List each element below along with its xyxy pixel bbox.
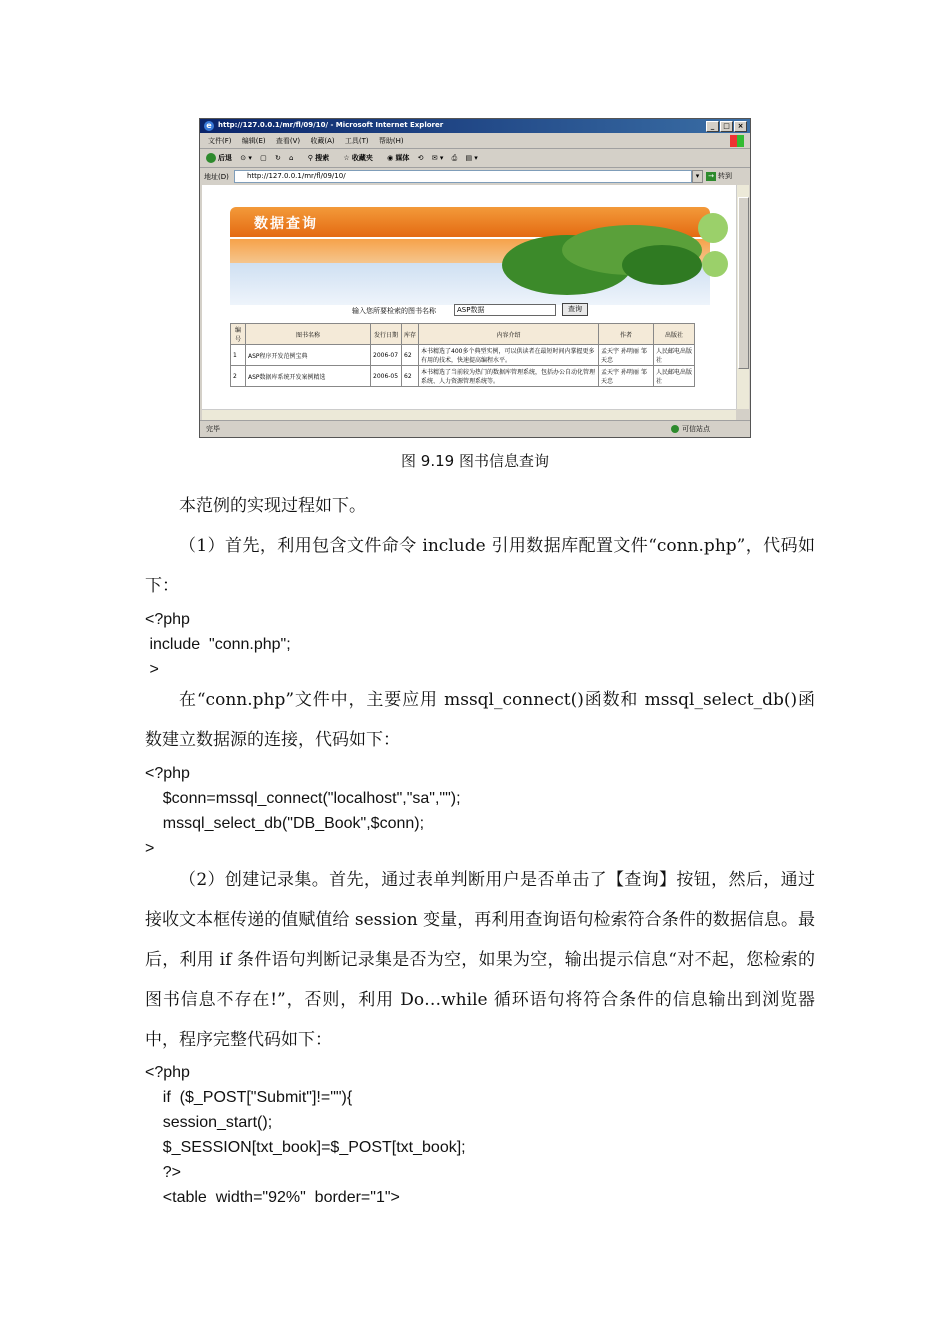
- menu-file[interactable]: 文件(F): [208, 137, 232, 145]
- table-cell: ASP数据库系统开发案例精选: [246, 366, 371, 387]
- stop-icon[interactable]: ▢: [260, 154, 267, 162]
- code-line: >: [145, 661, 159, 678]
- col-header: 编号: [231, 324, 246, 345]
- address-label: 地址(D): [204, 173, 229, 181]
- refresh-icon[interactable]: ↻: [274, 154, 281, 162]
- edit-icon[interactable]: ▤ ▾: [465, 154, 478, 162]
- go-arrow-icon: →: [706, 172, 716, 181]
- home-icon[interactable]: ⌂: [289, 154, 294, 162]
- code-line: <?php: [145, 1064, 190, 1081]
- paragraph: （1）首先，利用包含文件命令 include 引用数据库配置文件“conn.php”，代码如下：: [145, 536, 815, 596]
- figure-caption: 图 9.19 图书信息查询: [401, 452, 549, 470]
- code-line: <table width="92%" border="1">: [145, 1189, 400, 1206]
- col-header: 发行日期: [371, 324, 402, 345]
- menu-favorites[interactable]: 收藏(A): [310, 137, 335, 145]
- paragraph: （2）创建记录集。首先，通过表单判断用户是否单击了【查询】按钮，然后，通过接收文本框传递的值赋值给 session 变量，再利用查询语句检索符合条件的数据信息。最后，利用 if 条件语句判断记录集是否为空，如果为空，输出提示信息“对不起，您检索的图书信息不存在!”，否则，利用 Do…while 循环语句将符合条件的信息输出到浏览器中，程序完整代码如下：: [145, 870, 815, 1050]
- media-icon: ◉: [387, 154, 394, 162]
- scroll-thumb[interactable]: [738, 197, 749, 369]
- vertical-scrollbar[interactable]: [736, 185, 749, 409]
- table-cell: ASP程序开发范例宝典: [246, 345, 371, 366]
- window-titlebar: [200, 119, 750, 133]
- tree-decoration: [622, 245, 702, 285]
- ie-logo-icon: e: [204, 121, 214, 131]
- col-header: 图书名称: [246, 324, 371, 345]
- window-title: http://127.0.0.1/mr/fl/09/10/ - Microsoft Internet Explorer: [218, 121, 444, 129]
- table-cell: 孟天宇 孙明丽 邹天忠: [599, 345, 654, 366]
- go-button[interactable]: → 转到: [706, 171, 732, 181]
- code-block: [145, 607, 291, 682]
- security-zone: 可信站点: [671, 424, 710, 434]
- address-input[interactable]: [234, 170, 692, 183]
- table-cell: 2: [231, 366, 246, 387]
- status-text: 完毕: [206, 425, 220, 433]
- maximize-button[interactable]: □: [720, 121, 733, 132]
- menu-help[interactable]: 帮助(H): [378, 137, 404, 145]
- print-icon[interactable]: ⎙: [451, 154, 458, 162]
- table-cell: 人民邮电出版社: [654, 345, 695, 366]
- table-cell: 本书精选了当前较为热门的数据库管理系统，包括办公自动化管理系统、人力资源管理系统等。: [419, 366, 599, 387]
- table-cell: 本书精选了400多个典型实例，可以供读者在最短时间内掌握更多有用的技术，快速提高编程水平。: [419, 345, 599, 366]
- back-arrow-icon: [206, 153, 216, 163]
- table-cell: 人民邮电出版社: [654, 366, 695, 387]
- address-dropdown-icon[interactable]: ▾: [692, 170, 703, 183]
- paragraph: 在“conn.php”文件中，主要应用 mssql_connect()函数和 mssql_select_db()函数建立数据源的连接，代码如下：: [145, 690, 815, 750]
- star-icon: ☆: [343, 154, 350, 162]
- address-bar: [200, 168, 750, 184]
- col-header: 内容介绍: [419, 324, 599, 345]
- menu-bar: [200, 134, 750, 149]
- minimize-button[interactable]: _: [706, 121, 719, 132]
- col-header: 库存: [402, 324, 419, 345]
- code-line: session_start();: [145, 1114, 273, 1131]
- media-button[interactable]: ◉ 媒体: [387, 154, 410, 162]
- table-cell: 2006-05: [371, 366, 402, 387]
- code-line: >: [145, 840, 155, 857]
- result-table: [230, 323, 695, 387]
- tree-decoration: [702, 251, 728, 277]
- search-form: [202, 303, 736, 317]
- windows-flag-icon: [730, 135, 744, 147]
- table-row: [231, 345, 695, 366]
- history-icon[interactable]: ⟲: [417, 154, 424, 162]
- table-cell: 62: [402, 345, 419, 366]
- code-line: <?php: [145, 611, 190, 628]
- col-header: 作者: [599, 324, 654, 345]
- search-icon: ⚲: [307, 154, 313, 162]
- mail-icon[interactable]: ✉ ▾: [431, 154, 444, 162]
- table-cell: 2006-07: [371, 345, 402, 366]
- table-row: [231, 366, 695, 387]
- forward-icon[interactable]: ⊙ ▾: [240, 154, 252, 162]
- table-cell: 1: [231, 345, 246, 366]
- search-input[interactable]: ASP数据: [454, 304, 556, 316]
- col-header: 出版社: [654, 324, 695, 345]
- window-controls: [705, 121, 747, 132]
- menu-view[interactable]: 查看(V): [275, 137, 301, 145]
- toolbar: [200, 149, 750, 168]
- code-block: [145, 1060, 466, 1210]
- paragraph: 本范例的实现过程如下。: [179, 496, 366, 516]
- browser-screenshot: [199, 118, 751, 438]
- menu-tools[interactable]: 工具(T): [344, 137, 369, 145]
- code-line: ?>: [145, 1164, 182, 1181]
- status-bar: [200, 420, 750, 437]
- table-cell: 孟天宇 孙明丽 邹天忠: [599, 366, 654, 387]
- query-button[interactable]: 查询: [562, 303, 588, 316]
- code-line: $conn=mssql_connect("localhost","sa","");: [145, 790, 461, 807]
- code-line: include "conn.php";: [145, 636, 291, 653]
- back-button[interactable]: 后退: [206, 154, 232, 162]
- search-button[interactable]: ⚲ 搜索: [307, 154, 330, 162]
- address-url: http://127.0.0.1/mr/fl/09/10/: [247, 172, 346, 180]
- banner-title: 数据查询: [254, 216, 318, 232]
- search-label: 输入您所要检索的图书名称: [352, 307, 436, 315]
- code-line: $_SESSION[txt_book]=$_POST[txt_book];: [145, 1139, 466, 1156]
- favorites-button[interactable]: ☆ 收藏夹: [343, 154, 373, 162]
- code-line: <?php: [145, 765, 190, 782]
- page-viewport: [202, 185, 736, 409]
- menu-edit[interactable]: 编辑(E): [241, 137, 266, 145]
- trusted-zone-icon: [671, 425, 679, 433]
- horizontal-scrollbar[interactable]: [202, 409, 736, 420]
- table-cell: 62: [402, 366, 419, 387]
- table-header-row: [231, 324, 695, 345]
- code-block: [145, 761, 461, 861]
- close-button[interactable]: ×: [734, 121, 747, 132]
- tree-decoration: [698, 213, 728, 243]
- code-line: if ($_POST["Submit"]!=""){: [145, 1089, 353, 1106]
- code-line: mssql_select_db("DB_Book",$conn);: [145, 815, 425, 832]
